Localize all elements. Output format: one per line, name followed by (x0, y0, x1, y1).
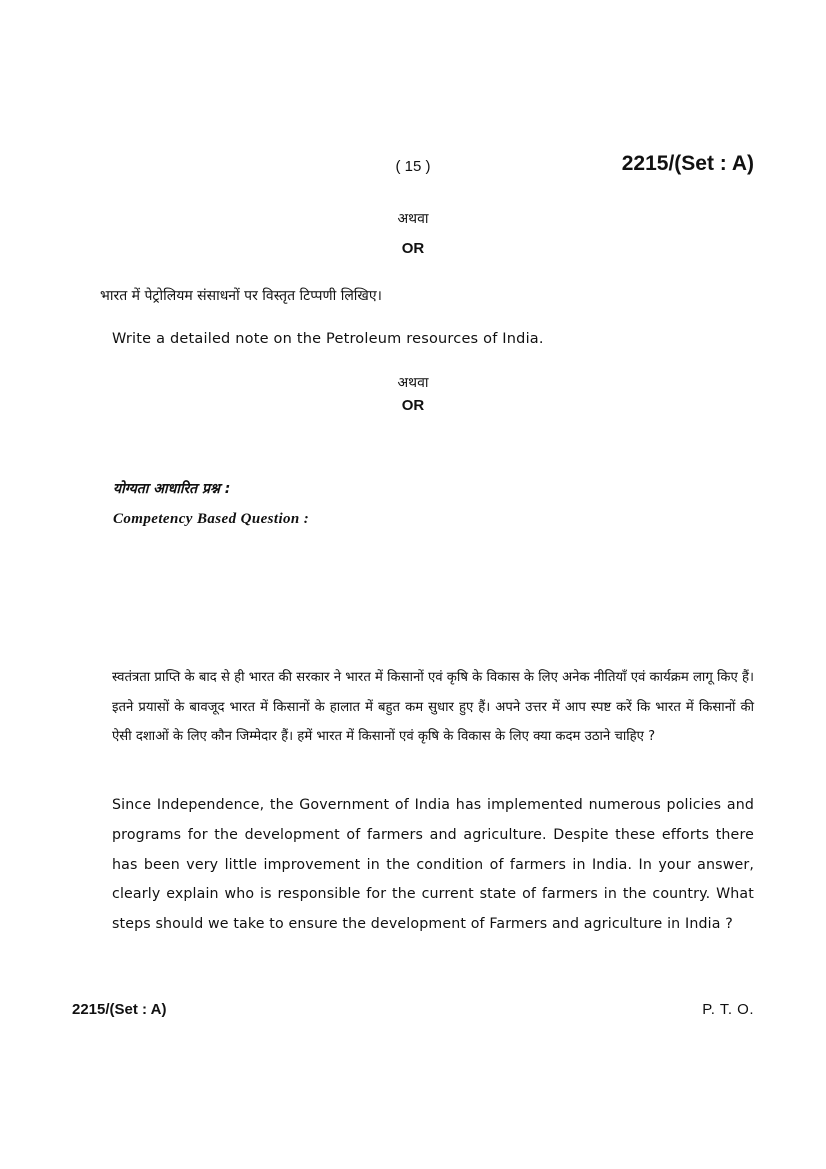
or-hindi-1: अथवा (397, 211, 429, 227)
question-hindi: भारत में पेट्रोलियम संसाधनों पर विस्तृत टिप्पणी लिखिए। (100, 288, 382, 304)
page-number: ( 15 ) (395, 158, 431, 175)
competency-heading-hindi: योग्यता आधारित प्रश्न : (113, 481, 231, 497)
footer-pto: P. T. O. (702, 1001, 754, 1018)
question-english: Write a detailed note on the Petroleum resources of India. (112, 331, 544, 347)
competency-paragraph-english: Since Independence, the Government of India has implemented numerous policies and programs for the development of farmers and agriculture. Despite these efforts there has been very little improvement in the condition of farmers in India. In your answer, clearly explain who is responsible for the current state of farmers in the country. What steps should we take to ensure the development of Farmers and agriculture in India ? (112, 797, 754, 933)
footer-set-code: 2215/(Set : A) (72, 1001, 167, 1018)
competency-paragraph-hindi: स्वतंत्रता प्राप्ति के बाद से ही भारत की सरकार ने भारत में किसानों एवं कृषि के विकास के लिए अनेक नीतियाँ एवं कार्यक्रम लागू किए हैं। इतने प्रयासों के बावजूद भारत में किसानों के हालात में बहुत कम सुधार हुए हैं। अपने उत्तर में आप स्पष्ट करें कि भारत में किसानों की ऐसी दशाओं के लिए कौन जिम्मेदार हैं। हमें भारत में किसानों एवं कृषि के विकास के लिए क्या कदम उठाने चाहिए ? (112, 670, 754, 744)
or-english-1: OR (401, 240, 425, 257)
header-set-code: 2215/(Set : A) (621, 152, 754, 175)
or-english-2: OR (401, 397, 425, 414)
or-hindi-2: अथवा (397, 375, 429, 391)
competency-heading-english: Competency Based Question : (113, 511, 310, 527)
